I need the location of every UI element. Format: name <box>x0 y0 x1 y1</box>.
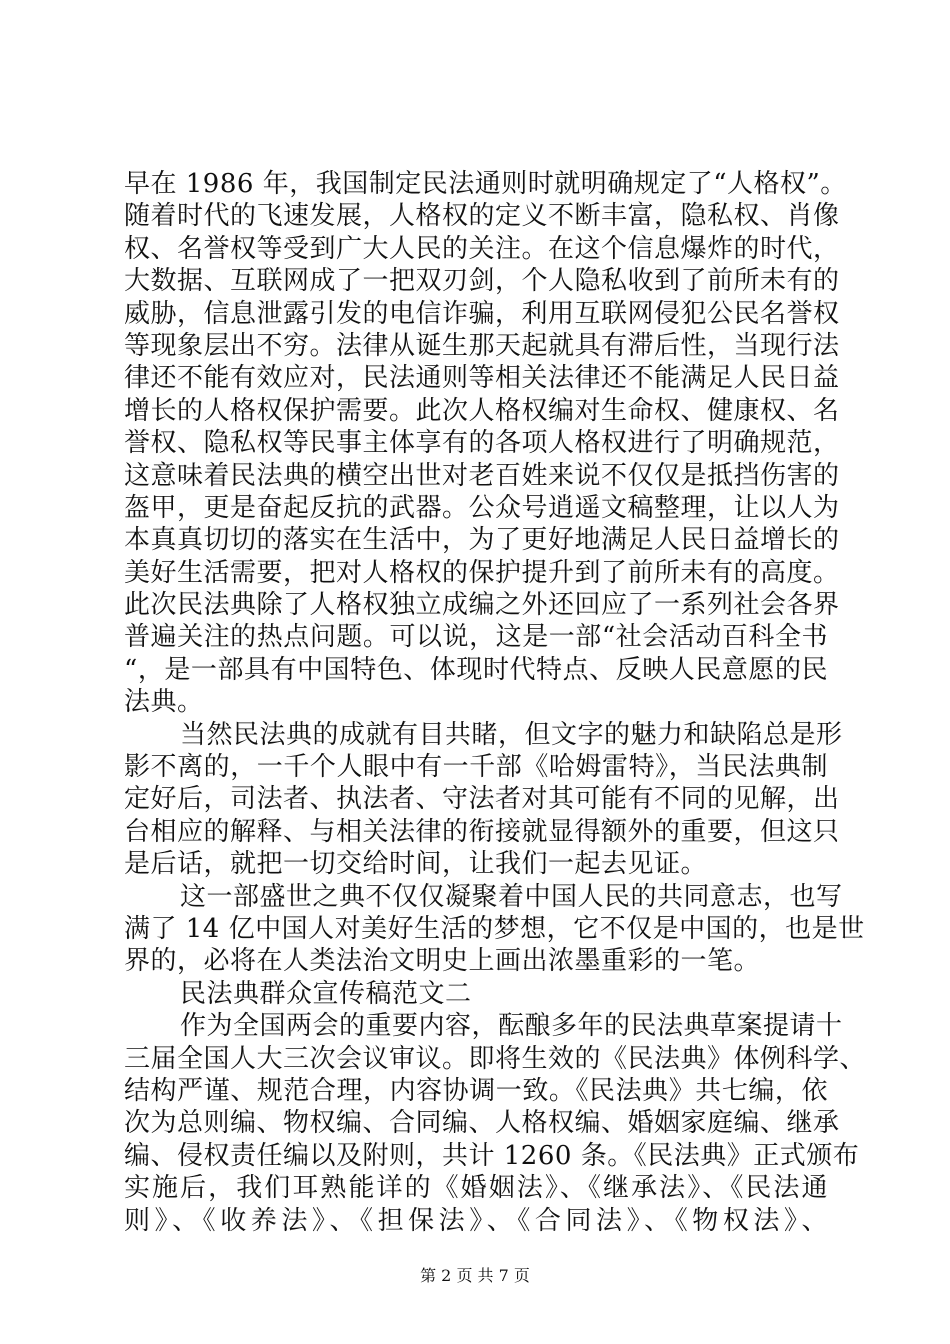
text-line: 三届全国人大三次会议审议。即将生效的《民法典》体例科学、 <box>124 1043 867 1074</box>
text-line: 盔甲，更是奋起反抗的武器。公众号逍遥文稿整理，让以人为 <box>124 492 840 523</box>
text-line: 法典。 <box>124 687 204 718</box>
text-line: 律还不能有效应对，民法通则等相关法律还不能满足人民日益 <box>124 363 840 394</box>
paragraph-first-line: 当然民法典的成就有目共睹，但文字的魅力和缺陷总是形 <box>180 719 843 750</box>
text-line: 此次民法典除了人格权独立成编之外还回应了一系列社会各界 <box>124 590 840 621</box>
text-line: 界的，必将在人类法治文明史上画出浓墨重彩的一笔。 <box>124 946 761 977</box>
text-line: 实施后，我们耳熟能详的《婚姻法》、《继承法》、《民法通 <box>124 1173 828 1204</box>
text-line: 权、名誉权等受到广大人民的关注。在这个信息爆炸的时代， <box>124 233 840 264</box>
text-line: 影不离的，一千个人眼中有一千部《哈姆雷特》，当民法典制 <box>124 752 828 783</box>
text-line: 随着时代的飞速发展，人格权的定义不断丰富，隐私权、肖像 <box>124 201 840 232</box>
document-body <box>124 168 867 1237</box>
paragraph-first-line: 作为全国两会的重要内容，酝酿多年的民法典草案提请十 <box>180 1011 843 1042</box>
text-line: 是后话，就把一切交给时间，让我们一起去见证。 <box>124 849 708 880</box>
text-line: 等现象层出不穷。法律从诞生那天起就具有滞后性，当现行法 <box>124 330 840 361</box>
page-number-footer: 第 2 页 共 7 页 <box>420 1266 530 1285</box>
text-line: 结构严谨、规范合理，内容协调一致。《民法典》共七编，依 <box>124 1075 828 1106</box>
section-heading: 民法典群众宣传稿范文二 <box>180 978 472 1009</box>
text-line: 编、侵权责任编以及附则，共计 1260 条。《民法典》正式颁布 <box>124 1140 860 1171</box>
text-line: 早在 1986 年，我国制定民法通则时就明确规定了“人格权”。 <box>124 169 847 199</box>
text-line: 普遍关注的热点问题。可以说，这是一部“社会活动百科全书 <box>124 622 828 653</box>
text-line: 誉权、隐私权等民事主体享有的各项人格权进行了明确规范， <box>124 428 840 459</box>
text-line: 增长的人格权保护需要。此次人格权编对生命权、健康权、名 <box>124 395 840 426</box>
text-line: 定好后，司法者、执法者、守法者对其可能有不同的见解，出 <box>124 784 840 815</box>
text-line: 满了 14 亿中国人对美好生活的梦想，它不仅是中国的，也是世 <box>124 913 865 944</box>
text-line: 大数据、互联网成了一把双刃剑，个人隐私收到了前所未有的 <box>124 266 840 297</box>
text-line: 威胁，信息泄露引发的电信诈骗，利用互联网侵犯公民名誉权 <box>124 298 840 329</box>
text-line: “，是一部具有中国特色、体现时代特点、反映人民意愿的民 <box>124 654 828 685</box>
text-line: 美好生活需要，把对人格权的保护提升到了前所未有的高度。 <box>124 557 840 588</box>
text-line: 这意味着民法典的横空出世对老百姓来说不仅仅是抵挡伤害的 <box>124 460 840 491</box>
text-line: 次为总则编、物权编、合同编、人格权编、婚姻家庭编、继承 <box>124 1108 840 1139</box>
text-line: 本真真切切的落实在生活中，为了更好地满足人民日益增长的 <box>124 525 840 556</box>
text-line: 台相应的解释、与相关法律的衔接就显得额外的重要，但这只 <box>124 816 840 847</box>
paragraph-first-line: 这一部盛世之典不仅仅凝聚着中国人民的共同意志，也写 <box>180 881 843 912</box>
text-line: 则》、《收养法》、《担保法》、《合同法》、《物权法》、 <box>124 1205 828 1236</box>
